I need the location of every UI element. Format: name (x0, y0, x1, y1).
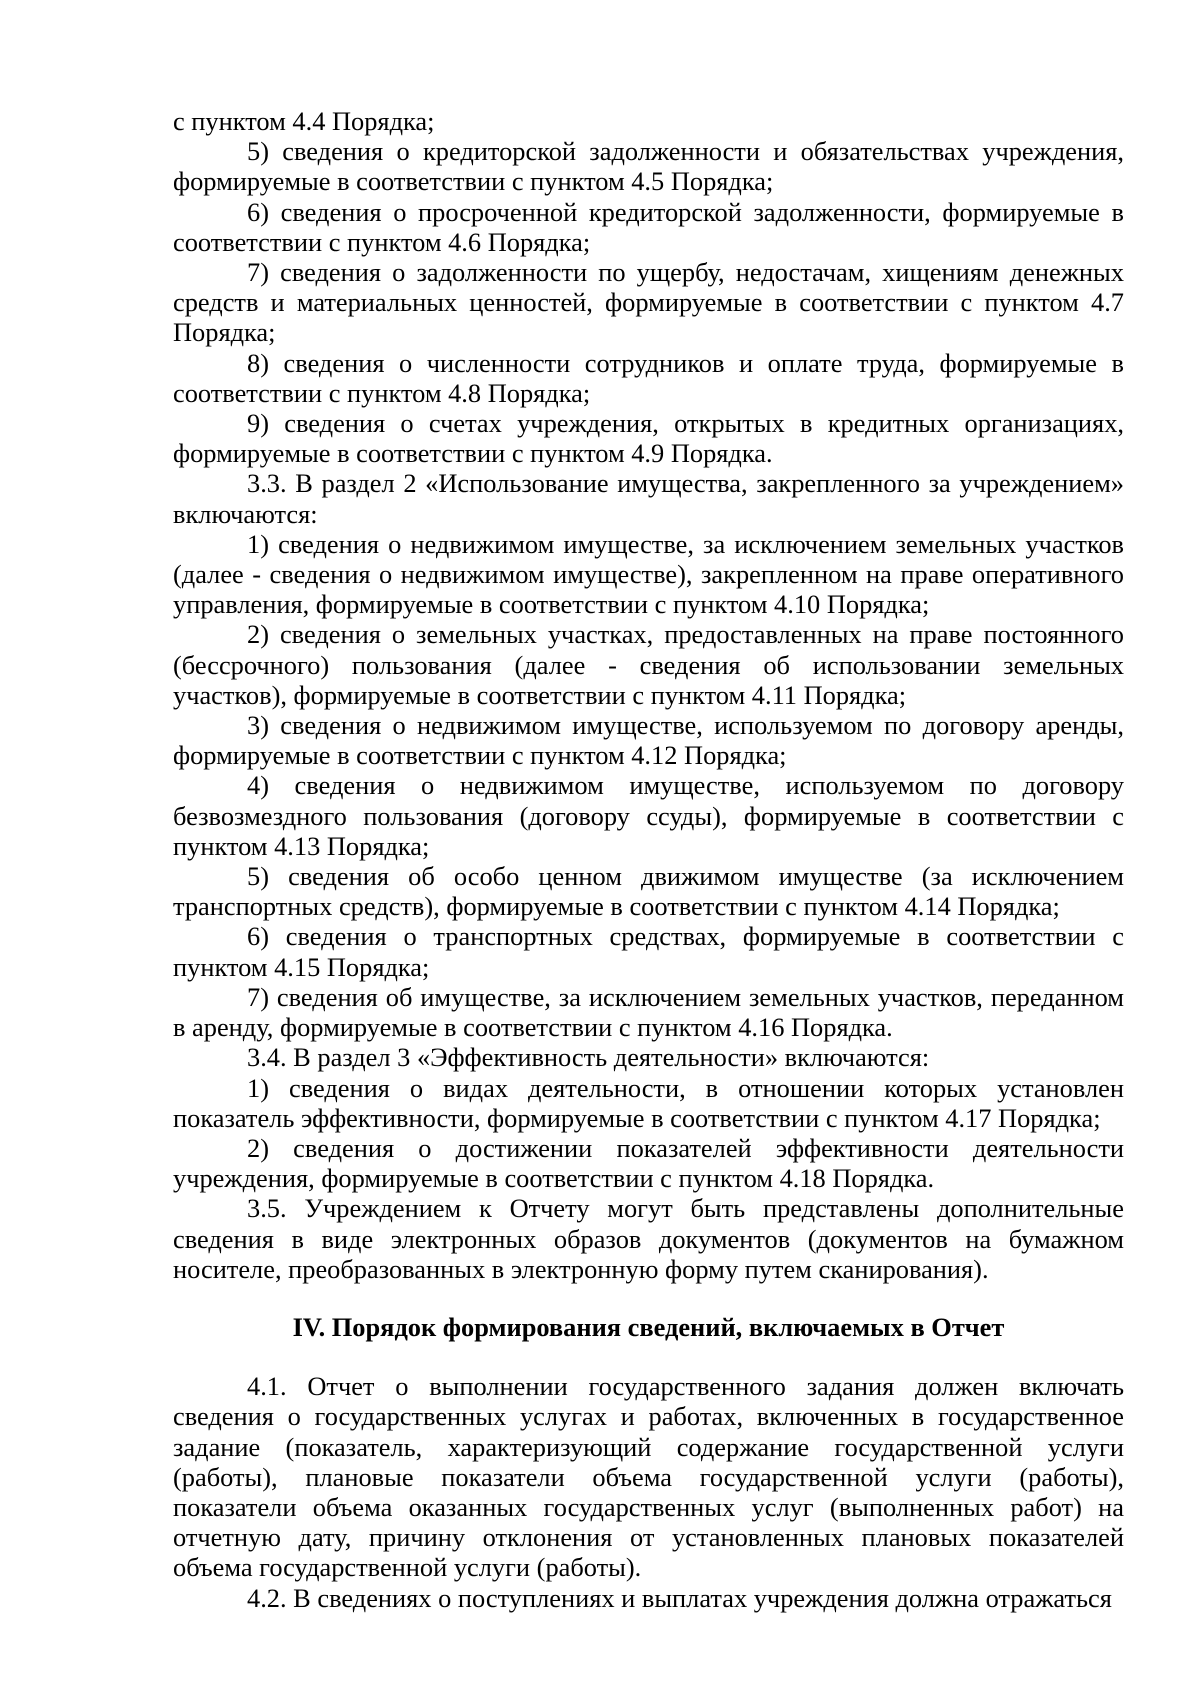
paragraph-3-3-item-3: 3) сведения о недвижимом имуществе, используемом по договору аренды, формируемые в соответствии с пунктом 4.12 Порядка; (173, 710, 1124, 771)
paragraph-3-3-item-1: 1) сведения о недвижимом имуществе, за исключением земельных участков (далее - сведения о недвижимом имуществе), закрепленном на праве оперативного управления, формируемые в соответствии с пунктом 4.10 Порядка; (173, 528, 1124, 620)
paragraph-item-5-creditor-debt: 5) сведения о кредиторской задолженности и обязательствах учреждения, формируемые в соответствии с пунктом 4.5 Порядка; (173, 136, 1124, 197)
paragraph-item-7-damage-debt: 7) сведения о задолженности по ущербу, недостачам, хищениям денежных средств и материальных ценностей, формируемые в соответствии с пунктом 4.7 Порядка; (173, 257, 1124, 348)
paragraph-3-3-item-5: 5) сведения об особо ценном движимом имуществе (за исключением транспортных средств), формируемые в соответствии с пунктом 4.14 Порядка; (173, 861, 1124, 922)
section-heading: IV. Порядок формирования сведений, включаемых в Отчет (292, 1311, 1005, 1342)
document-page (173, 106, 1124, 1613)
paragraph-3-4-item-2: 2) сведения о достижении показателей эффективности деятельности учреждения, формируемые в соответствии с пунктом 4.18 Порядка. (173, 1132, 1124, 1194)
paragraph-3-3-item-2: 2) сведения о земельных участках, предоставленных на праве постоянного (бессрочного) пользования (далее - сведения об использовании земельных участков), формируемые в соответствии с пунктом 4.11 Порядка; (173, 619, 1124, 710)
paragraph-3-4: 3.4. В раздел 3 «Эффективность деятельности» включаются: (247, 1042, 930, 1073)
paragraph-4-2: 4.2. В сведениях о поступлениях и выплатах учреждения должна отражаться (247, 1582, 1112, 1613)
paragraph-3-3-item-6: 6) сведения о транспортных средствах, формируемые в соответствии с пунктом 4.15 Порядка; (173, 921, 1124, 982)
paragraph-item-6-overdue-debt: 6) сведения о просроченной кредиторской задолженности, формируемые в соответствии с пунктом 4.6 Порядка; (173, 196, 1124, 257)
paragraph-item-9-accounts: 9) сведения о счетах учреждения, открытых в кредитных организациях, формируемые в соответствии с пунктом 4.9 Порядка. (173, 408, 1124, 469)
paragraph-3-5: 3.5. Учреждением к Отчету могут быть представлены дополнительные сведения в виде электронных образов документов (документов на бумажном носителе, преобразованных в электронную форму путем сканирования). (173, 1193, 1124, 1284)
paragraph-3-3-item-7: 7) сведения об имуществе, за исключением земельных участков, переданном в аренду, формируемые в соответствии с пунктом 4.16 Порядка. (173, 981, 1124, 1043)
paragraph-4-1: 4.1. Отчет о выполнении государственного задания должен включать сведения о государственных услугах и работах, включенных в государственное задание (показатель, характеризующий содержание государственной услуги (работы), плановые показатели объема государственной услуги (работы), показатели объема оказанных государственных услуг (выполненных работ) на отчетную дату, причину отклонения от установленных плановых показателей объема государственной услуги (работы). (173, 1371, 1124, 1583)
paragraph-item-8-staff: 8) сведения о численности сотрудников и оплате труда, формируемые в соответствии с пунктом 4.8 Порядка; (173, 347, 1124, 408)
paragraph-3-3-item-4: 4) сведения о недвижимом имуществе, используемом по договору безвозмездного пользования (договору ссуды), формируемые в соответствии с пунктом 4.13 Порядка; (173, 770, 1124, 861)
paragraph-continuation: с пунктом 4.4 Порядка; (173, 106, 435, 136)
paragraph-3-3: 3.3. В раздел 2 «Использование имущества, закрепленного за учреждением» включаются: (173, 468, 1124, 529)
paragraph-3-4-item-1: 1) сведения о видах деятельности, в отношении которых установлен показатель эффективности, формируемые в соответствии с пунктом 4.17 Порядка; (173, 1072, 1124, 1133)
